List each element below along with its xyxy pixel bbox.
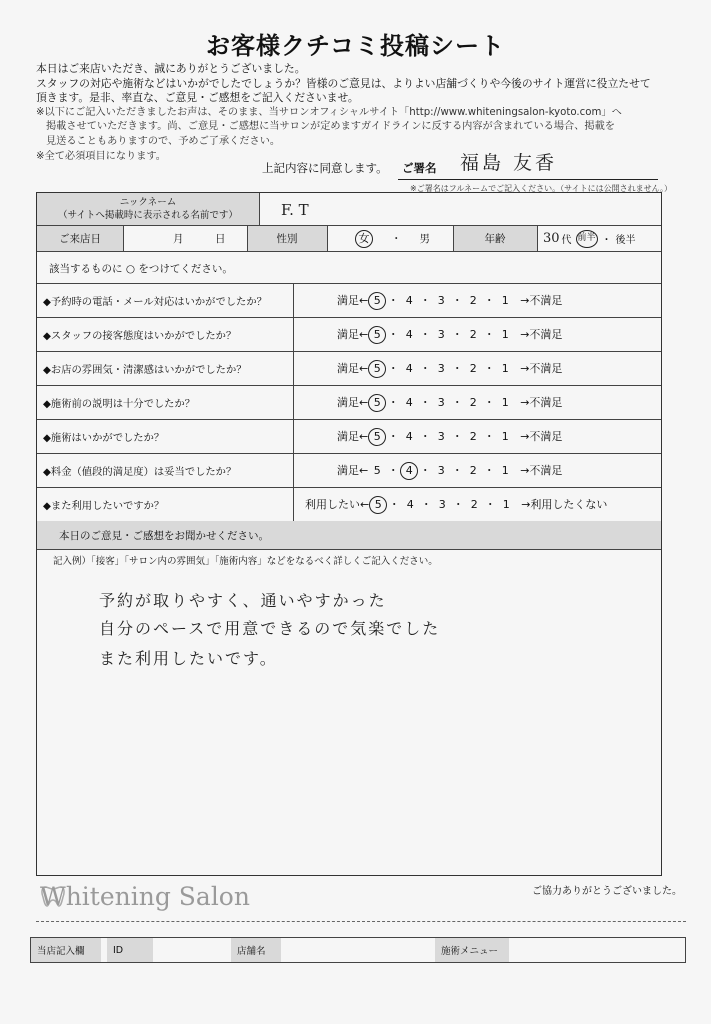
separator-dot: ・ <box>387 464 399 477</box>
rating-option-selected[interactable]: 5 <box>368 360 386 378</box>
rating-scale[interactable] <box>337 326 562 344</box>
rating-option[interactable]: 3 <box>438 498 446 511</box>
separator-dot: ・ <box>419 328 431 341</box>
gender-female-selected[interactable]: 女 <box>355 230 373 248</box>
separator-dot: ・ <box>388 498 400 511</box>
rating-option[interactable]: 1 <box>501 294 509 307</box>
scale-left-label: 満足← <box>337 464 369 477</box>
separator-dot: ・ <box>451 328 463 341</box>
rating-option-selected[interactable]: 5 <box>368 292 386 310</box>
rating-option[interactable]: 4 <box>405 396 413 409</box>
scale-left-label: 満足← <box>337 362 369 375</box>
intro-note: ※以下にご記入いただきましたお声は、そのまま、当サロンオフィシャルサイト「http://www.whiteningsalon-kyoto.com」へ <box>36 106 622 118</box>
staff-id-label: ID <box>107 938 153 962</box>
rating-option[interactable]: 3 <box>437 294 445 307</box>
staff-label: 当店記入欄 <box>31 938 101 962</box>
scale-right-label: →不満足 <box>520 430 563 443</box>
intro-line: スタッフの対応や施術などはいかがでしたでしょうか？皆様のご意見は、よりよい店舗づくりや今後のサイト運営に役立たせて <box>36 76 651 90</box>
separator-dot: ・ <box>451 396 463 409</box>
opinion-header: 本日のご意見・ご感想をお聞かせください。 <box>37 521 661 549</box>
rating-scale[interactable] <box>337 462 562 480</box>
separator-dot: ・ <box>601 235 612 246</box>
scale-left-label: 満足← <box>337 328 369 341</box>
rating-option[interactable]: 4 <box>405 294 413 307</box>
scale-left-label: 満足← <box>337 430 369 443</box>
rating-option[interactable]: 3 <box>437 464 445 477</box>
rating-option[interactable]: 1 <box>501 328 509 341</box>
rating-option[interactable]: 2 <box>469 464 477 477</box>
rating-option[interactable]: 1 <box>501 430 509 443</box>
separator-dot: ・ <box>420 498 432 511</box>
page-title: お客様クチコミ投稿シート <box>205 32 506 60</box>
rating-option[interactable]: 1 <box>501 464 509 477</box>
age-label: 年齢 <box>453 226 537 251</box>
rating-option[interactable]: 5 <box>373 464 381 477</box>
separator-dot: ・ <box>451 464 463 477</box>
rating-option-selected[interactable]: 5 <box>368 394 386 412</box>
nickname-sub-label: （サイトへ掲載時に表示される名前です） <box>58 210 238 221</box>
rating-option-selected[interactable]: 5 <box>369 496 387 514</box>
separator-dot: ・ <box>387 430 399 443</box>
separator-dot: ・ <box>483 294 495 307</box>
separator-dot: ・ <box>419 430 431 443</box>
age-unit: 代 <box>561 235 572 246</box>
nickname-field[interactable]: F. T <box>281 201 309 219</box>
intro-note: ※全て必須項目になります。 <box>36 150 166 162</box>
survey-form <box>36 192 662 876</box>
scale-right-label: →不満足 <box>520 328 563 341</box>
comment-line[interactable]: また利用したいです。 <box>99 649 278 668</box>
rating-option-selected[interactable]: 4 <box>400 462 418 480</box>
signature-line <box>398 179 658 180</box>
rating-scale[interactable] <box>337 428 562 446</box>
signature-value[interactable]: 福島 友香 <box>460 152 558 174</box>
staff-store-label: 店舗名 <box>231 938 281 962</box>
rating-option[interactable]: 4 <box>405 328 413 341</box>
rating-option[interactable]: 2 <box>469 294 477 307</box>
question-text: ◆予約時の電話・メール対応はいかがでしたか？ <box>43 295 267 308</box>
rating-option[interactable]: 3 <box>437 362 445 375</box>
age-field[interactable] <box>543 226 661 251</box>
cut-line <box>36 921 686 922</box>
rating-option-selected[interactable]: 5 <box>368 326 386 344</box>
scale-right-label: →利用したくない <box>521 498 608 511</box>
separator-dot: ・ <box>483 328 495 341</box>
separator-dot: ・ <box>451 294 463 307</box>
nickname-label-cell <box>37 193 259 225</box>
signature-note: ※ご署名はフルネームでご記入ください。（サイトには公開されません。） <box>410 184 673 193</box>
rating-option[interactable]: 1 <box>501 362 509 375</box>
rating-scale[interactable] <box>337 292 562 310</box>
age-early-selected[interactable]: 前半 <box>576 230 598 248</box>
rating-option-selected[interactable]: 5 <box>368 428 386 446</box>
separator-dot: ・ <box>452 498 464 511</box>
scale-right-label: →不満足 <box>520 362 563 375</box>
intro-note: 掲載させていただきます。尚、ご意見・ご感想に当サロンが定めますガイドラインに反する内容が含まれている場合、掲載を <box>46 121 615 133</box>
nickname-label: ニックネーム <box>119 197 177 208</box>
intro-text <box>36 62 676 164</box>
intro-line: 本日はご来店いただき、誠にありがとうございました。 <box>36 62 306 75</box>
rating-option[interactable]: 4 <box>405 362 413 375</box>
thanks-text: ご協力ありがとうございました。 <box>532 886 682 897</box>
rating-option[interactable]: 4 <box>405 430 413 443</box>
scale-right-label: →不満足 <box>520 464 563 477</box>
question-text: ◆お店の雰囲気・清潔感はいかがでしたか？ <box>43 363 247 376</box>
comment-line[interactable]: 自分のペースで用意できるので気楽でした <box>99 619 441 638</box>
visit-day-label: 日 <box>215 233 226 245</box>
separator-dot: ・ <box>484 498 496 511</box>
staff-menu-field[interactable] <box>509 938 685 962</box>
intro-line: 頂きます。是非、率直な、ご意見・ご感想をご記入くださいませ。 <box>36 91 359 105</box>
scale-left-label: 満足← <box>337 396 369 409</box>
staff-section <box>30 937 686 963</box>
separator-dot: ・ <box>419 362 431 375</box>
rating-option[interactable]: 4 <box>406 498 414 511</box>
separator-dot: ・ <box>387 396 399 409</box>
question-text: ◆スタッフの接客態度はいかがでしたか？ <box>43 329 237 342</box>
separator-dot: ・ <box>451 430 463 443</box>
scale-left-label: 利用したい← <box>305 498 370 511</box>
age-value[interactable]: 30 <box>543 231 560 246</box>
separator-dot: ・ <box>387 294 399 307</box>
rating-scale[interactable] <box>305 496 607 514</box>
separator-dot: ・ <box>483 396 495 409</box>
rating-option[interactable]: 2 <box>469 430 477 443</box>
instruction-text: 該当するものに ○ をつけてください。 <box>49 262 233 275</box>
salon-logo: Whitening Salon <box>40 882 250 911</box>
staff-menu-label: 施術メニュー <box>435 938 509 962</box>
visit-month-label: 月 <box>173 233 184 245</box>
rating-option[interactable]: 2 <box>470 498 478 511</box>
intro-note: 見送ることもありますので、予めご了承ください。 <box>46 135 281 147</box>
separator-dot: ・ <box>391 233 402 245</box>
staff-store-field[interactable] <box>281 938 429 962</box>
separator-dot: ・ <box>387 328 399 341</box>
rating-option[interactable]: 3 <box>437 396 445 409</box>
signature-label: ご署名 <box>402 161 437 175</box>
gender-options[interactable] <box>355 226 455 251</box>
rating-option[interactable]: 2 <box>469 328 477 341</box>
staff-id-field[interactable] <box>153 938 231 962</box>
separator-dot: ・ <box>483 430 495 443</box>
separator-dot: ・ <box>419 294 431 307</box>
separator-dot: ・ <box>419 464 431 477</box>
separator-dot: ・ <box>419 396 431 409</box>
rating-option[interactable]: 1 <box>502 498 510 511</box>
question-text: ◆施術前の説明は十分でしたか？ <box>43 397 196 410</box>
comment-line[interactable]: 予約が取りやすく、通いやすかった <box>99 591 387 610</box>
age-late[interactable]: 後半 <box>615 235 636 246</box>
separator-dot: ・ <box>483 362 495 375</box>
scale-right-label: →不満足 <box>520 396 563 409</box>
separator-dot: ・ <box>451 362 463 375</box>
question-text: ◆また利用したいですか？ <box>43 499 165 512</box>
rating-option[interactable]: 3 <box>437 328 445 341</box>
rating-option[interactable]: 1 <box>501 396 509 409</box>
scale-right-label: →不満足 <box>520 294 563 307</box>
rating-option[interactable]: 2 <box>469 396 477 409</box>
example-text: 記入例）「接客」「サロン内の雰囲気」「施術内容」などをなるべく詳しくご記入ください。 <box>53 556 438 567</box>
question-text: ◆料金（値段的満足度）は妥当でしたか？ <box>43 465 237 478</box>
rating-scale[interactable] <box>337 394 562 412</box>
rating-option[interactable]: 2 <box>469 362 477 375</box>
gender-male[interactable]: 男 <box>419 233 430 245</box>
visit-date-label: ご来店日 <box>37 226 123 251</box>
gender-label: 性別 <box>247 226 327 251</box>
separator-dot: ・ <box>387 362 399 375</box>
separator-dot: ・ <box>483 464 495 477</box>
rating-option[interactable]: 3 <box>437 430 445 443</box>
rating-scale[interactable] <box>337 360 562 378</box>
agree-text: 上記内容に同意します。 <box>262 161 388 175</box>
scale-left-label: 満足← <box>337 294 369 307</box>
question-text: ◆施術はいかがでしたか？ <box>43 431 165 444</box>
